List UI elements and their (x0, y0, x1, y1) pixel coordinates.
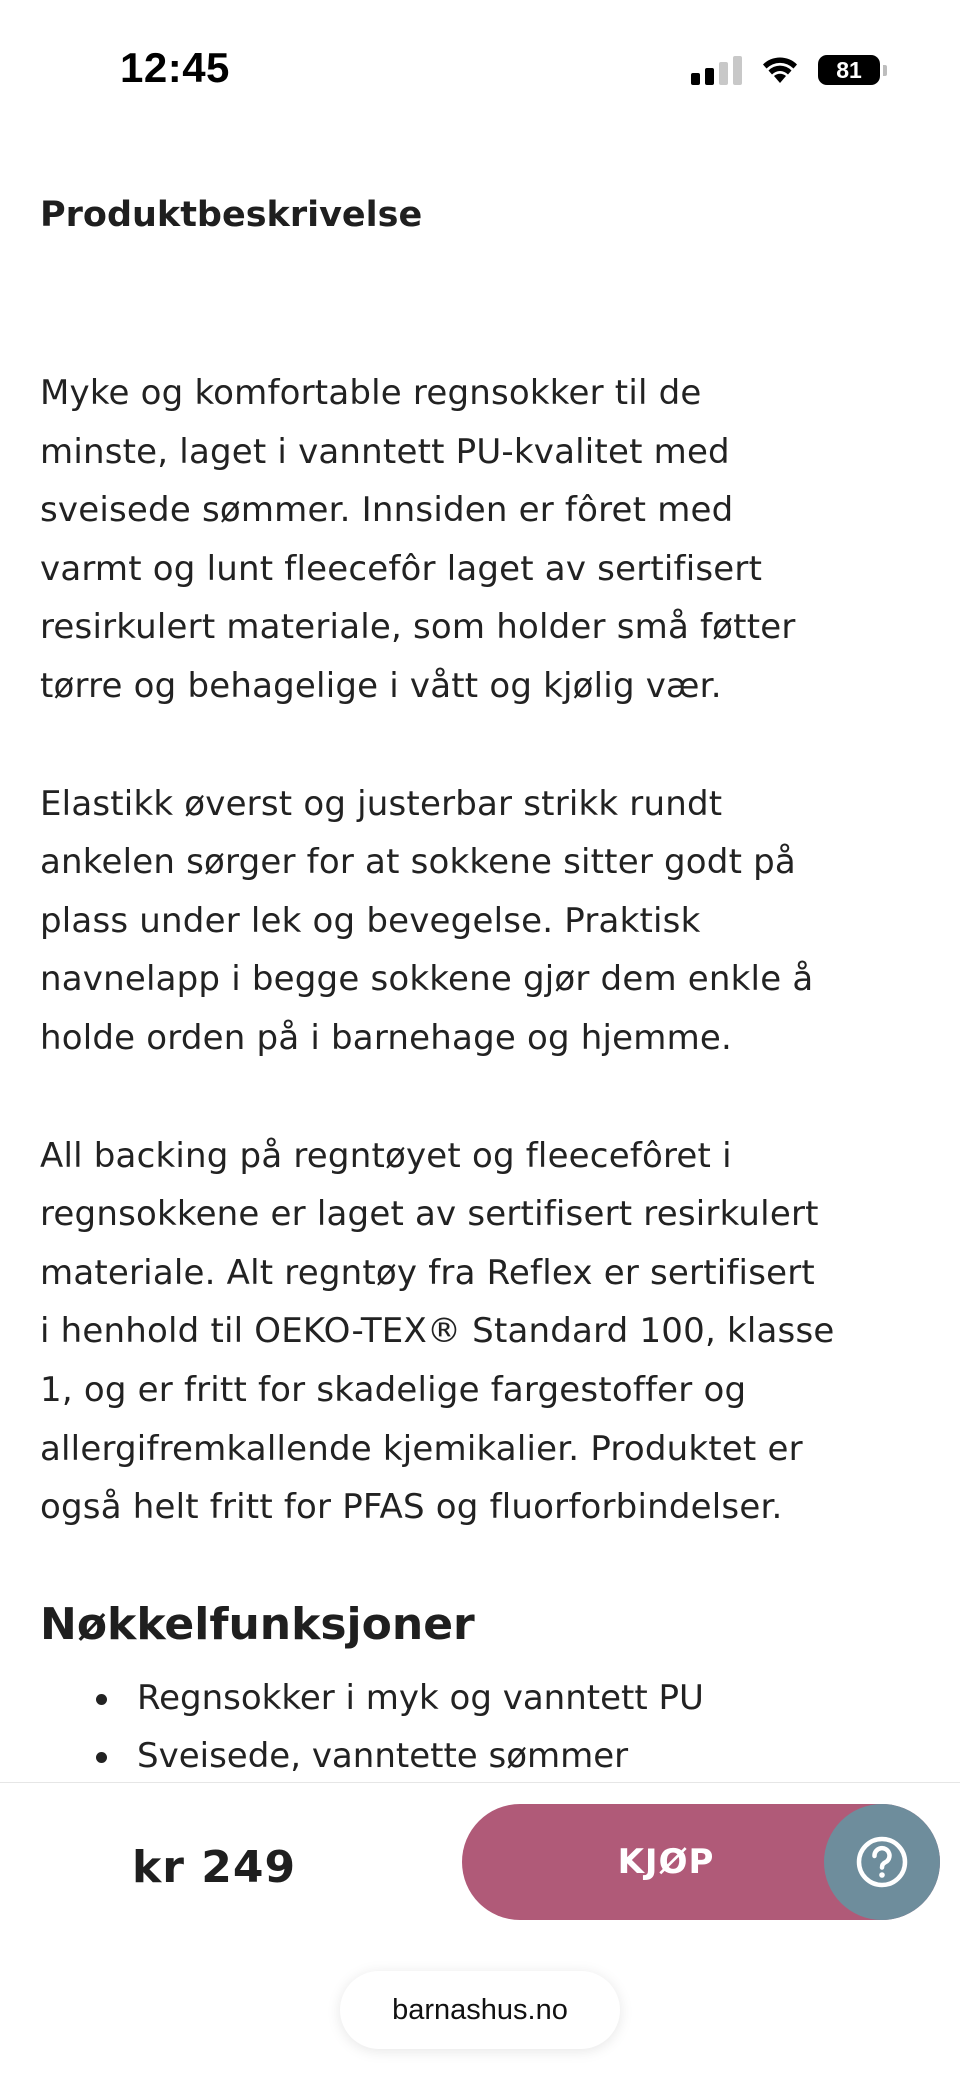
description-title: Produktbeskrivelse (40, 195, 423, 235)
battery-level: 81 (836, 56, 862, 83)
question-mark-icon (854, 1834, 910, 1890)
description-line: holde orden på i barnehage og hjemme. (40, 1017, 733, 1058)
list-item: Sveisede, vanntette sømmer (40, 1727, 920, 1786)
status-icons (691, 50, 880, 90)
description-line: ankelen sørger for at sokkene sitter godt på (40, 842, 796, 883)
description-line: plass under lek og bevegelse. Praktisk (40, 900, 701, 941)
buy-button[interactable]: KJØP (462, 1804, 940, 1920)
description-line: resirkulert materiale, som holder små føtter (40, 607, 796, 648)
wifi-icon (760, 55, 800, 85)
address-bar[interactable] (340, 1971, 620, 2049)
description-line: All backing på regntøyet og fleecefôret i (40, 1135, 732, 1176)
product-price: kr 249 (132, 1842, 297, 1893)
product-description (40, 190, 920, 1786)
description-paragraph (40, 364, 920, 716)
description-line: 1, og er fritt for skadelige fargestoffer og (40, 1369, 747, 1410)
features-heading: Nøkkelfunksjoner (40, 1598, 475, 1650)
status-bar (0, 0, 960, 140)
description-line: Elastikk øverst og justerbar strikk rundt (40, 783, 723, 824)
description-line: i henhold til OEKO-TEX® Standard 100, klasse (40, 1311, 835, 1352)
cellular-signal-icon (691, 55, 742, 85)
description-line: tørre og behagelige i vått og kjølig vær. (40, 665, 722, 706)
description-line: minste, laget i vanntett PU-kvalitet med (40, 431, 730, 472)
address-bar-url: barnashus.no (392, 1993, 568, 2026)
purchase-bar (0, 1782, 960, 2081)
features-list (40, 1669, 920, 1786)
description-line: regnsokkene er laget av sertifisert resirkulert (40, 1194, 819, 1235)
description-line: også helt fritt for PFAS og fluorforbindelser. (40, 1487, 783, 1528)
list-item: Regnsokker i myk og vanntett PU (40, 1669, 920, 1728)
description-paragraph (40, 1127, 920, 1537)
description-line: sveisede sømmer. Innsiden er fôret med (40, 490, 734, 531)
description-paragraph (40, 775, 920, 1068)
help-button[interactable] (824, 1804, 940, 1920)
description-line: allergifremkallende kjemikalier. Produktet er (40, 1428, 803, 1469)
status-time: 12:45 (120, 44, 230, 91)
description-line: varmt og lunt fleecefôr laget av sertifisert (40, 548, 763, 589)
battery-icon (818, 55, 880, 85)
description-line: materiale. Alt regntøy fra Reflex er sertifisert (40, 1252, 815, 1293)
description-line: navnelapp i begge sokkene gjør dem enkle å (40, 959, 814, 1000)
description-line: Myke og komfortable regnsokker til de (40, 373, 702, 413)
